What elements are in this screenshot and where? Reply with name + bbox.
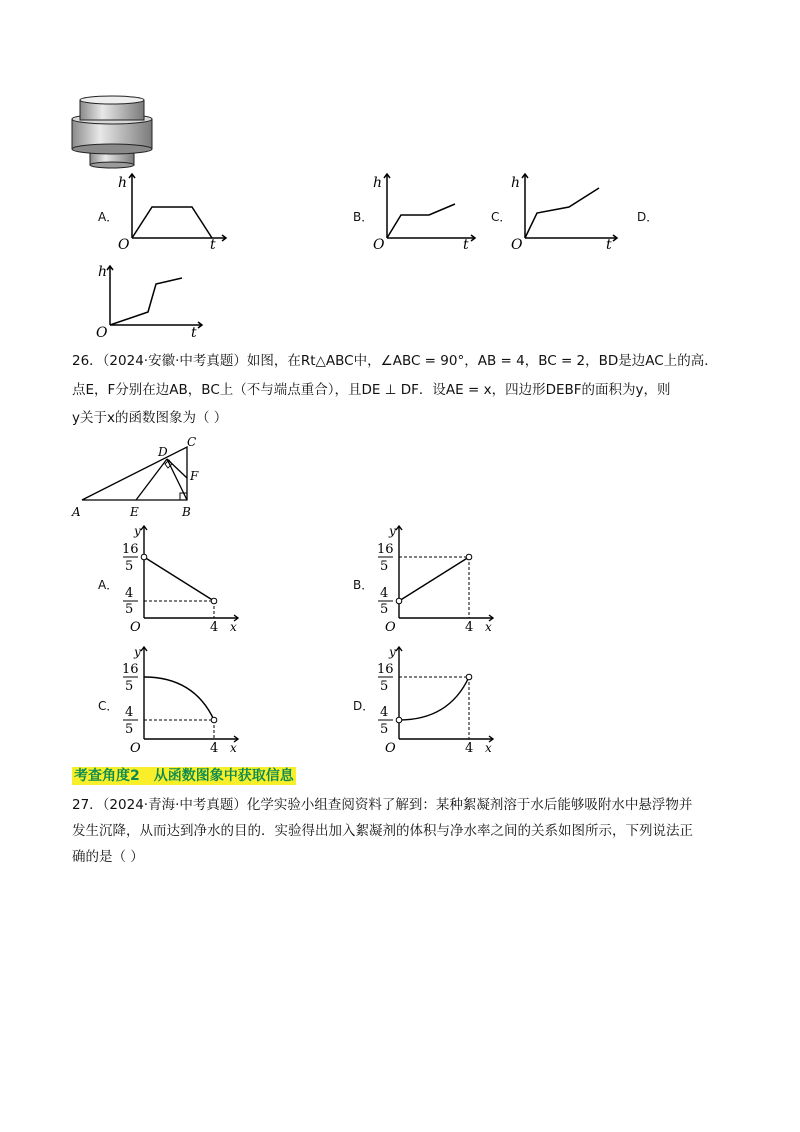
q26-graph-a[interactable] (110, 520, 250, 635)
axis-t-label: t (463, 237, 469, 250)
option-d-label[interactable]: D． (353, 699, 375, 713)
tick-5-label: 5 (380, 559, 389, 574)
q25-graph-a[interactable] (110, 170, 230, 250)
section-heading: 考查角度2 从函数图象中获取信息 (74, 768, 294, 784)
tick-5-label: 5 (125, 722, 134, 737)
q26-triangle-figure (70, 432, 220, 522)
axis-x-label: x (485, 741, 492, 755)
q26-graph-d[interactable] (365, 641, 505, 756)
q27-line-3: 确的是（ ） (72, 849, 144, 865)
option-a-label[interactable]: A． (98, 210, 119, 224)
tick-4-label: 4 (125, 705, 134, 720)
tick-4-label: 4 (380, 705, 389, 720)
origin-label: O (130, 620, 141, 635)
tick-16-label: 16 (377, 542, 394, 557)
q27-line-1: 27．（2024·青海·中考真题）化学实验小组查阅资料了解到：某种絮凝剂溶于水后能够吸附水中悬浮物并 (72, 797, 693, 813)
x-tick-4-label: 4 (465, 620, 474, 635)
q26-line-2: 点E，F分别在边AB，BC上（不与端点重合），且DE ⊥ DF．设AE = x，四边形DEBF的面积为y，则 (72, 382, 671, 398)
axis-y-label: y (389, 645, 396, 659)
q26-line-3: y关于x的函数图象为（ ） (72, 410, 228, 426)
origin-label: O (373, 237, 385, 250)
tick-5-label: 5 (125, 679, 134, 694)
point-e-label: E (130, 505, 139, 519)
origin-label: O (385, 620, 396, 635)
x-tick-4-label: 4 (210, 620, 219, 635)
axis-x-label: x (230, 620, 237, 634)
axis-t-label: t (191, 325, 197, 341)
tick-16-label: 16 (377, 662, 394, 677)
axis-t-label: t (606, 237, 612, 250)
q25-graph-c[interactable] (503, 170, 623, 250)
q26-graph-b[interactable] (365, 520, 505, 635)
point-f-label: F (190, 469, 199, 483)
q26-line-1: 26．（2024·安徽·中考真题）如图，在Rt△ABC中，∠ABC = 90°，AB = 4，BC = 2，BD是边AC上的高． (72, 353, 718, 369)
point-c-label: C (187, 435, 197, 449)
axis-h-label: h (118, 175, 128, 191)
axis-t-label: t (210, 237, 216, 250)
option-b-label[interactable]: B． (353, 210, 374, 224)
x-tick-4-label: 4 (210, 741, 219, 756)
axis-h-label: h (511, 175, 521, 191)
container-illustration (68, 95, 158, 170)
axis-h-label: h (98, 264, 108, 280)
q25-graph-b[interactable] (365, 170, 485, 250)
q27-line-2: 发生沉降，从而达到净水的目的．实验得出加入絮凝剂的体积与净水率之间的关系如图所示，下列说法正 (72, 823, 693, 839)
origin-label: O (511, 237, 523, 250)
option-c-label[interactable]: C． (491, 210, 512, 224)
option-d-label[interactable]: D． (637, 210, 659, 224)
tick-16-label: 16 (122, 662, 139, 677)
origin-label: O (385, 741, 396, 756)
point-a-label: A (72, 505, 81, 519)
point-d-label: D (158, 445, 168, 459)
axis-h-label: h (373, 175, 383, 191)
q26-graph-c[interactable] (110, 641, 250, 756)
origin-label: O (96, 325, 108, 341)
point-b-label: B (182, 505, 191, 519)
axis-x-label: x (230, 741, 237, 755)
tick-5-label: 5 (380, 602, 389, 617)
tick-4-label: 4 (380, 586, 389, 601)
q25-graph-d[interactable] (84, 262, 209, 342)
origin-label: O (118, 237, 130, 250)
option-c-label[interactable]: C． (98, 699, 119, 713)
tick-4-label: 4 (125, 586, 134, 601)
axis-y-label: y (134, 524, 141, 538)
axis-x-label: x (485, 620, 492, 634)
tick-5-label: 5 (125, 559, 134, 574)
tick-5-label: 5 (125, 602, 134, 617)
tick-16-label: 16 (122, 542, 139, 557)
option-a-label[interactable]: A． (98, 578, 119, 592)
x-tick-4-label: 4 (465, 741, 474, 756)
tick-5-label: 5 (380, 722, 389, 737)
option-b-label[interactable]: B． (353, 578, 374, 592)
axis-y-label: y (134, 645, 141, 659)
tick-5-label: 5 (380, 679, 389, 694)
origin-label: O (130, 741, 141, 756)
axis-y-label: y (389, 524, 396, 538)
